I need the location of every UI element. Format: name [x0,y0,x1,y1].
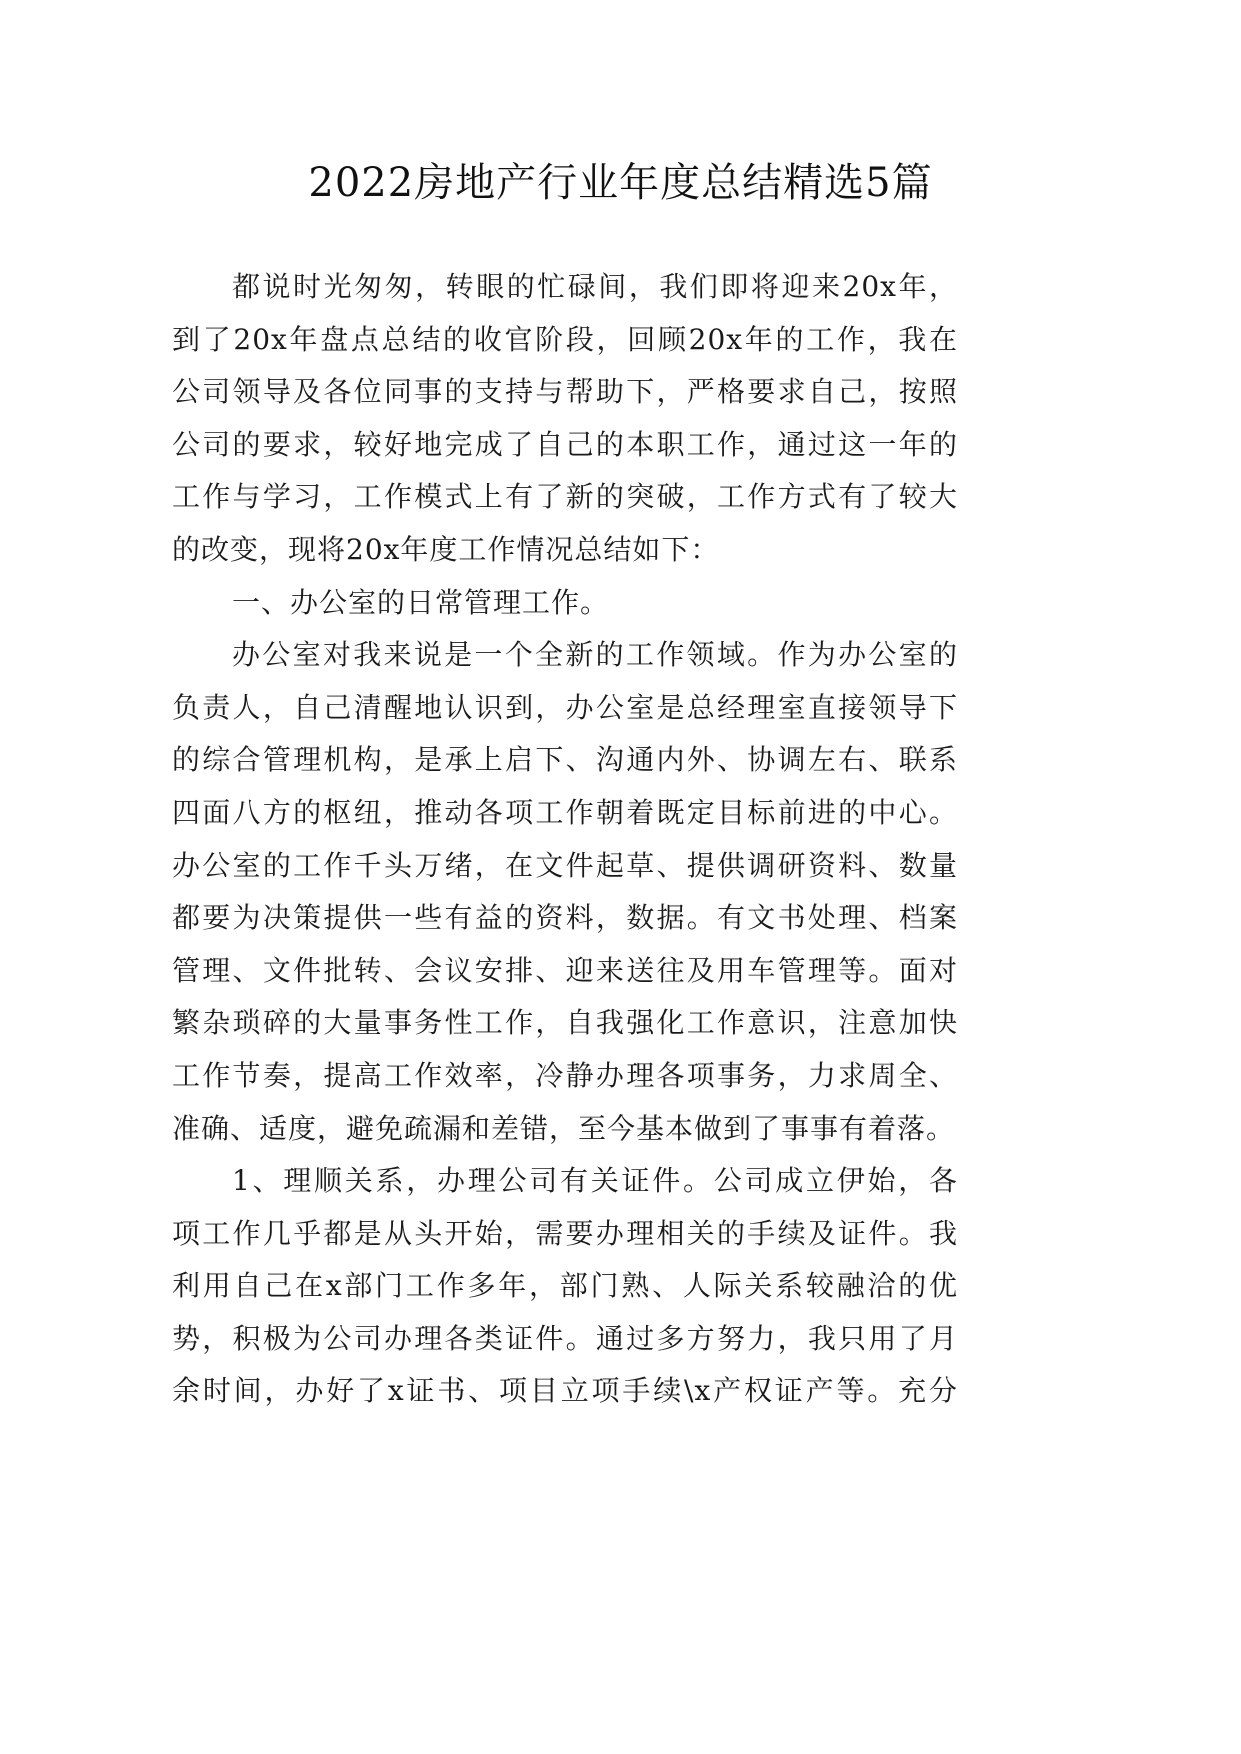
paragraph-line: 办公室对我来说是一个全新的工作领域。作为办公室的 [232,638,958,672]
paragraph-line: 负责人，自己清醒地认识到，办公室是总经理室直接领导下 [172,690,958,724]
section-heading: 一、办公室的日常管理工作。 [232,585,610,619]
paragraph-line: 都说时光匆匆，转眼的忙碌间，我们即将迎来20x年， [232,270,958,303]
paragraph-line: 势，积极为公司办理各类证件。通过多方努力，我只用了月 [172,1321,958,1355]
paragraph-line: 公司的要求，较好地完成了自己的本职工作，通过这一年的 [172,427,958,461]
paragraph-line: 都要为决策提供一些有益的资料，数据。有文书处理、档案 [172,901,958,935]
paragraph-line: 1、理顺关系，办理公司有关证件。公司成立伊始，各 [232,1164,958,1198]
paragraph-line: 四面八方的枢纽，推动各项工作朝着既定目标前进的中心。 [172,795,958,829]
paragraph-line: 到了20x年盘点总结的收官阶段，回顾20x年的工作，我在 [172,322,958,356]
document-body [172,261,958,1418]
paragraph-line: 的综合管理机构，是承上启下、沟通内外、协调左右、联系 [172,743,958,777]
paragraph-line: 余时间，办好了x证书、项目立项手续\x产权证产等。充分 [172,1374,958,1408]
paragraph-line: 繁杂琐碎的大量事务性工作，自我强化工作意识，注意加快 [172,1006,958,1040]
paragraph-line: 利用自己在x部门工作多年，部门熟、人际关系较融洽的优 [172,1269,958,1303]
document-title: 2022房地产行业年度总结精选5篇 [308,160,933,206]
paragraph-line: 准确、适度，避免疏漏和差错，至今基本做到了事事有着落。 [172,1111,956,1145]
paragraph-line: 工作节奏，提高工作效率，冷静办理各项事务，力求周全、 [172,1058,958,1092]
paragraph-line: 的改变，现将20x年度工作情况总结如下： [172,532,720,566]
paragraph-line: 工作与学习，工作模式上有了新的突破，工作方式有了较大 [172,480,958,514]
paragraph-line: 公司领导及各位同事的支持与帮助下，严格要求自己，按照 [172,375,958,409]
paragraph-line: 管理、文件批转、会议安排、迎来送往及用车管理等。面对 [172,953,958,987]
paragraph-line: 办公室的工作千头万绪，在文件起草、提供调研资料、数量 [172,848,958,882]
paragraph-line: 项工作几乎都是从头开始，需要办理相关的手续及证件。我 [172,1216,958,1250]
